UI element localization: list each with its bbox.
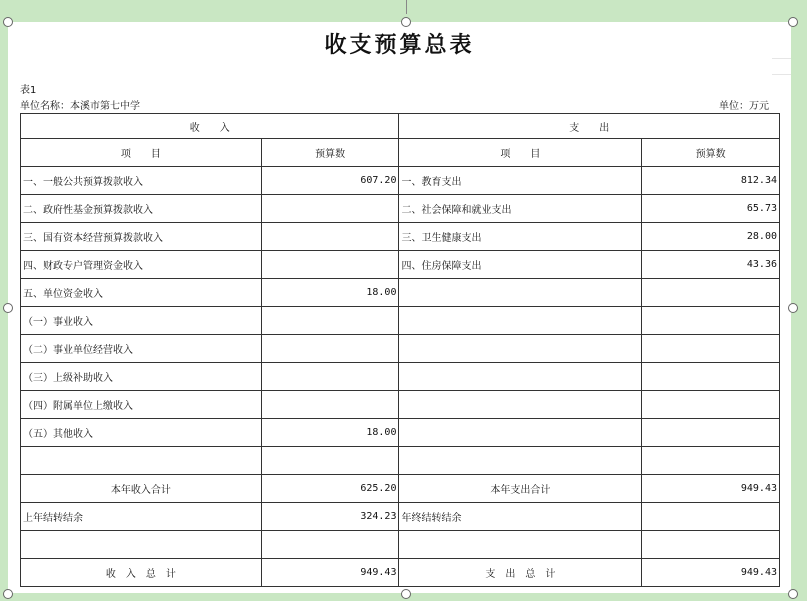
expense-item: 三、卫生健康支出 bbox=[399, 223, 642, 251]
blank-cell bbox=[642, 531, 780, 559]
resize-handle-middle-right[interactable] bbox=[788, 303, 798, 313]
resize-handle-top-left[interactable] bbox=[3, 17, 13, 27]
resize-handle-bottom-center[interactable] bbox=[401, 589, 411, 599]
table-row bbox=[21, 251, 780, 279]
expense-item bbox=[399, 419, 642, 447]
expense-item bbox=[399, 279, 642, 307]
expense-value bbox=[642, 307, 780, 335]
expense-item: 一、教育支出 bbox=[399, 167, 642, 195]
income-item: （四）附属单位上缴收入 bbox=[21, 391, 262, 419]
income-item bbox=[21, 447, 262, 475]
income-value bbox=[261, 223, 399, 251]
expense-item: 二、社会保障和就业支出 bbox=[399, 195, 642, 223]
table-row bbox=[21, 195, 780, 223]
income-value bbox=[261, 447, 399, 475]
income-value bbox=[261, 335, 399, 363]
header-income-budget: 预算数 bbox=[261, 139, 399, 167]
income-item: 一、一般公共预算拨款收入 bbox=[21, 167, 262, 195]
table-row bbox=[21, 279, 780, 307]
table-row bbox=[21, 447, 780, 475]
expense-item: 四、住房保障支出 bbox=[399, 251, 642, 279]
income-value bbox=[261, 251, 399, 279]
income-item: （三）上级补助收入 bbox=[21, 363, 262, 391]
income-item: 三、国有资本经营预算拨款收入 bbox=[21, 223, 262, 251]
page-title: 收支预算总表 bbox=[324, 32, 475, 58]
income-value bbox=[261, 307, 399, 335]
year-expense-total-value: 949.43 bbox=[642, 475, 780, 503]
resize-handle-top-center[interactable] bbox=[401, 17, 411, 27]
expense-item bbox=[399, 335, 642, 363]
grand-expense-value: 949.43 bbox=[642, 559, 780, 587]
expense-item bbox=[399, 391, 642, 419]
income-item: 二、政府性基金预算拨款收入 bbox=[21, 195, 262, 223]
expense-value bbox=[642, 391, 780, 419]
resize-handle-top-right[interactable] bbox=[788, 17, 798, 27]
table-row bbox=[21, 307, 780, 335]
expense-value: 812.34 bbox=[642, 167, 780, 195]
carryover-in-label: 上年结转结余 bbox=[21, 503, 262, 531]
header-income: 收 入 bbox=[21, 114, 399, 139]
unit-name: 单位名称：本溪市第七中学 bbox=[20, 101, 140, 112]
year-income-total-value: 625.20 bbox=[261, 475, 399, 503]
expense-value: 28.00 bbox=[642, 223, 780, 251]
expense-value bbox=[642, 335, 780, 363]
header-expense-item: 项 目 bbox=[399, 139, 642, 167]
expense-item bbox=[399, 363, 642, 391]
expense-value: 65.73 bbox=[642, 195, 780, 223]
table-row bbox=[21, 167, 780, 195]
header-income-item: 项 目 bbox=[21, 139, 262, 167]
budget-table bbox=[20, 113, 780, 587]
carryover-row bbox=[21, 503, 780, 531]
blank-cell bbox=[21, 531, 262, 559]
income-item: 五、单位资金收入 bbox=[21, 279, 262, 307]
income-value: 18.00 bbox=[261, 279, 399, 307]
sheet-gridline bbox=[772, 74, 791, 75]
income-item: （一）事业收入 bbox=[21, 307, 262, 335]
header-expense: 支 出 bbox=[399, 114, 780, 139]
year-expense-total-label: 本年支出合计 bbox=[399, 475, 642, 503]
resize-handle-middle-left[interactable] bbox=[3, 303, 13, 313]
grand-total-row bbox=[21, 559, 780, 587]
income-value: 607.20 bbox=[261, 167, 399, 195]
expense-value bbox=[642, 279, 780, 307]
income-value bbox=[261, 195, 399, 223]
table-row bbox=[21, 391, 780, 419]
expense-value bbox=[642, 419, 780, 447]
expense-item bbox=[399, 447, 642, 475]
grand-income-label: 收 入 总 计 bbox=[21, 559, 262, 587]
table-row bbox=[21, 335, 780, 363]
year-total-row bbox=[21, 475, 780, 503]
income-item: （五）其他收入 bbox=[21, 419, 262, 447]
carryover-out-label: 年终结转结余 bbox=[399, 503, 642, 531]
blank-cell bbox=[399, 531, 642, 559]
expense-value bbox=[642, 363, 780, 391]
unit-label: 单位：万元 bbox=[719, 101, 769, 112]
expense-value bbox=[642, 447, 780, 475]
resize-handle-bottom-right[interactable] bbox=[788, 589, 798, 599]
income-item: （二）事业单位经营收入 bbox=[21, 335, 262, 363]
table-number: 表1 bbox=[20, 85, 37, 96]
blank-row bbox=[21, 531, 780, 559]
grand-income-value: 949.43 bbox=[261, 559, 399, 587]
expense-value: 43.36 bbox=[642, 251, 780, 279]
income-value bbox=[261, 363, 399, 391]
expense-item bbox=[399, 307, 642, 335]
carryover-in-value: 324.23 bbox=[261, 503, 399, 531]
income-item: 四、财政专户管理资金收入 bbox=[21, 251, 262, 279]
header-expense-budget: 预算数 bbox=[642, 139, 780, 167]
document-sheet bbox=[8, 22, 791, 593]
header-row-columns bbox=[21, 139, 780, 167]
grand-expense-label: 支 出 总 计 bbox=[399, 559, 642, 587]
income-value: 18.00 bbox=[261, 419, 399, 447]
carryover-out-value bbox=[642, 503, 780, 531]
year-income-total-label: 本年收入合计 bbox=[21, 475, 262, 503]
header-row-group bbox=[21, 114, 780, 139]
resize-handle-bottom-left[interactable] bbox=[3, 589, 13, 599]
table-row bbox=[21, 223, 780, 251]
blank-cell bbox=[261, 531, 399, 559]
income-value bbox=[261, 391, 399, 419]
rotation-handle-line bbox=[406, 0, 407, 14]
table-row bbox=[21, 363, 780, 391]
table-row bbox=[21, 419, 780, 447]
